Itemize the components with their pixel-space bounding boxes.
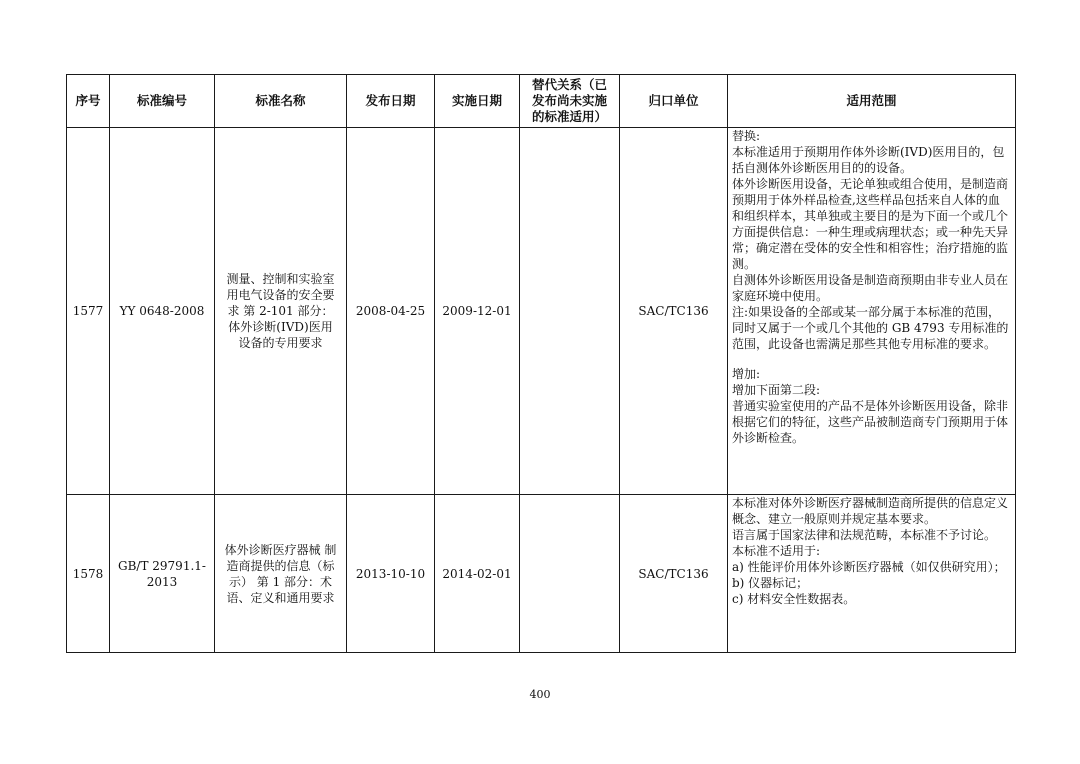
header-publish-date: 发布日期: [347, 75, 435, 128]
table-row: [67, 495, 1016, 653]
page-number: 400: [529, 688, 551, 701]
row-no: 1578: [67, 495, 110, 653]
row-publish-date: 2008-04-25: [347, 128, 435, 495]
row-name: 体外诊断医疗器械 制造商提供的信息（标示） 第 1 部分：术语、定义和通用要求: [215, 495, 347, 653]
row-no: 1577: [67, 128, 110, 495]
row-name: 测量、控制和实验室用电气设备的安全要求 第 2-101 部分：体外诊断(IVD)医用设备的专用要求: [215, 128, 347, 495]
row-code: GB/T 29791.1-2013: [110, 495, 215, 653]
scope-line: 增加:: [732, 367, 761, 381]
scope-line: 注:如果设备的全部或某一部分属于本标准的范围，同时又属于一个或几个其他的 GB 4793 专用标准的范围，此设备也需满足那些其他专用标准的要求。: [732, 305, 1009, 351]
header-code: 标准编号: [110, 75, 215, 128]
row-scope: [728, 495, 1016, 653]
row-publish-date: 2013-10-10: [347, 495, 435, 653]
scope-line: 增加下面第二段:: [732, 383, 821, 397]
row-replacement: [520, 128, 620, 495]
row-unit: SAC/TC136: [620, 128, 728, 495]
header-name: 标准名称: [215, 75, 347, 128]
scope-line: 体外诊断医用设备，无论单独或组合使用，是制造商预期用于体外样品检查,这些样品包括来自人体的血和组织样本，其单独或主要目的是为下面一个或几个方面提供信息：一种生理或病理状态；或一种先天异常；确定潜在受体的安全性和相容性；治疗措施的监测。: [732, 177, 1009, 271]
scope-line: c) 材料安全性数据表。: [732, 592, 856, 606]
scope-line: 普通实验室使用的产品不是体外诊断医用设备，除非根据它们的特征，这些产品被制造商专门预期用于体外诊断检查。: [732, 399, 1009, 445]
row-replacement: [520, 495, 620, 653]
header-no: 序号: [67, 75, 110, 128]
standards-table: [66, 74, 1016, 653]
row-effective-date: 2014-02-01: [435, 495, 520, 653]
header-unit: 归口单位: [620, 75, 728, 128]
scope-line: 本标准不适用于:: [732, 544, 821, 558]
scope-line: b) 仪器标记；: [732, 576, 809, 590]
scope-line: 替换:: [732, 129, 761, 143]
row-unit: SAC/TC136: [620, 495, 728, 653]
header-replacement: 替代关系（已发布尚未实施的标准适用）: [520, 75, 620, 128]
scope-line: 语言属于国家法律和法规范畴，本标准不予讨论。: [732, 528, 997, 542]
scope-line: 本标准适用于预期用作体外诊断(IVD)医用目的，包括自测体外诊断医用目的的设备。: [732, 145, 1005, 175]
row-effective-date: 2009-12-01: [435, 128, 520, 495]
scope-line: 自测体外诊断医用设备是制造商预期由非专业人员在家庭环境中使用。: [732, 273, 1009, 303]
table-row: [67, 128, 1016, 495]
header-effective-date: 实施日期: [435, 75, 520, 128]
table-header-row: [67, 75, 1016, 128]
row-scope: [728, 128, 1016, 495]
scope-line: a) 性能评价用体外诊断医疗器械（如仅供研究用）；: [732, 560, 1006, 574]
scope-line: 本标准对体外诊断医疗器械制造商所提供的信息定义概念、建立一般原则并规定基本要求。: [732, 496, 1009, 526]
header-scope: 适用范围: [728, 75, 1016, 128]
row-code: YY 0648-2008: [110, 128, 215, 495]
